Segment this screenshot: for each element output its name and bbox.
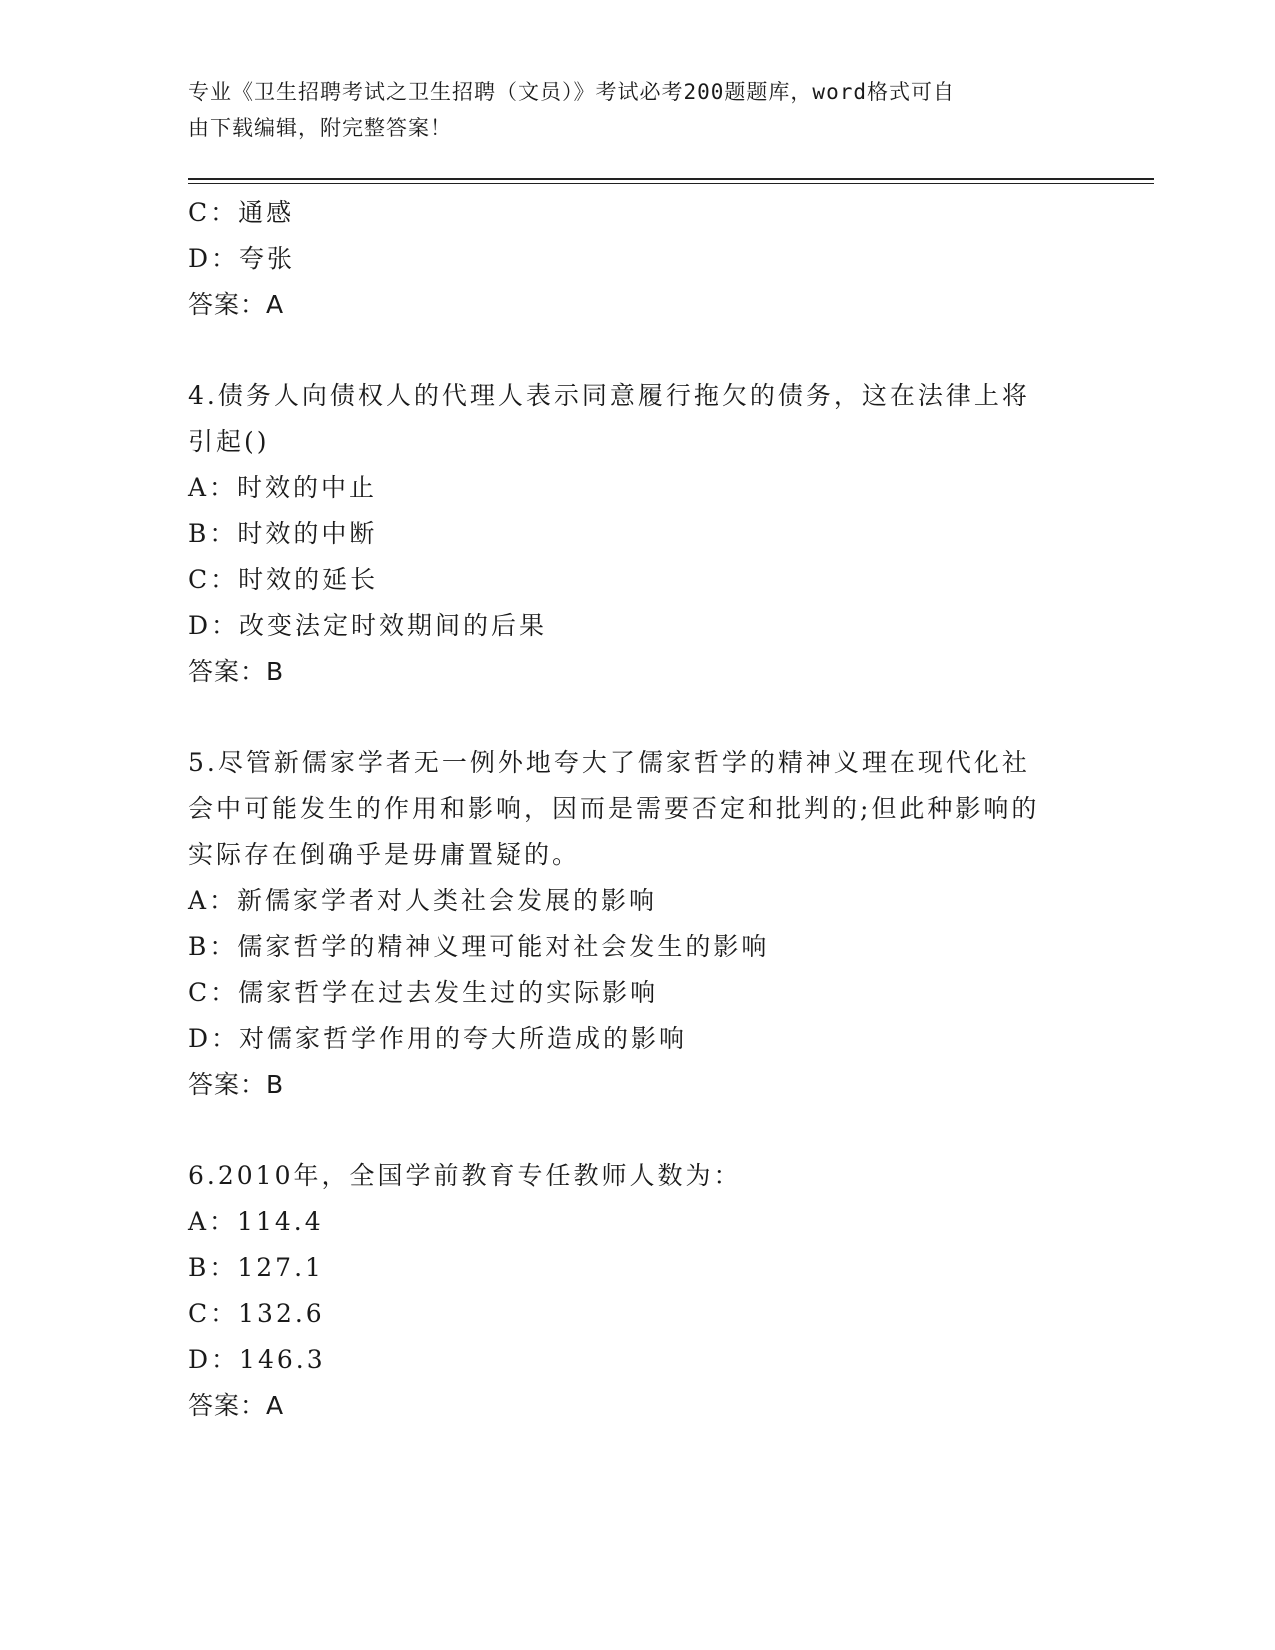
question-stem-line: 会中可能发生的作用和影响，因而是需要否定和批判的;但此种影响的: [188, 794, 1040, 823]
option-c: C：132.6: [188, 1299, 325, 1328]
answer-line: 答案：A: [188, 290, 285, 319]
question-stem-line: 4.债务人向债权人的代理人表示同意履行拖欠的债务，这在法律上将: [188, 381, 1030, 410]
question-block-4: [188, 373, 1108, 695]
option-b: B：127.1: [188, 1253, 324, 1282]
option-a: A：时效的中止: [188, 473, 378, 502]
option-d: D：夸张: [188, 244, 296, 273]
question-block-continued: [188, 190, 1108, 328]
question-stem-line: 引起(): [188, 427, 270, 456]
question-stem-line: 5.尽管新儒家学者无一例外地夸大了儒家哲学的精神义理在现代化社: [188, 748, 1030, 777]
option-d: D：146.3: [188, 1345, 326, 1374]
option-a: A：新儒家学者对人类社会发展的影响: [188, 886, 658, 915]
option-b: B：时效的中断: [188, 519, 378, 548]
option-c: C：时效的延长: [188, 565, 379, 594]
question-block-5: [188, 740, 1108, 1108]
option-b: B：儒家哲学的精神义理可能对社会发生的影响: [188, 932, 770, 961]
question-stem-line: 6.2010年，全国学前教育专任教师人数为：: [188, 1161, 742, 1190]
option-c: C：通感: [188, 198, 295, 227]
header-line-2: 由下载编辑，附完整答案！: [188, 116, 452, 140]
question-stem-line: 实际存在倒确乎是毋庸置疑的。: [188, 840, 581, 869]
option-a: A：114.4: [188, 1207, 324, 1236]
answer-line: 答案：B: [188, 1070, 285, 1099]
option-d: D：对儒家哲学作用的夸大所造成的影响: [188, 1024, 688, 1053]
document-header: [188, 74, 1068, 146]
answer-line: 答案：B: [188, 657, 285, 686]
header-line-1: 专业《卫生招聘考试之卫生招聘（文员）》考试必考200题题库，word格式可自: [188, 80, 955, 104]
question-block-6: [188, 1153, 1108, 1429]
header-rule-thin: [188, 183, 1154, 184]
answer-line: 答案：A: [188, 1391, 285, 1420]
option-c: C：儒家哲学在过去发生过的实际影响: [188, 978, 659, 1007]
option-d: D：改变法定时效期间的后果: [188, 611, 548, 640]
header-rule-thick: [188, 178, 1154, 180]
question-list: [188, 190, 1108, 1429]
